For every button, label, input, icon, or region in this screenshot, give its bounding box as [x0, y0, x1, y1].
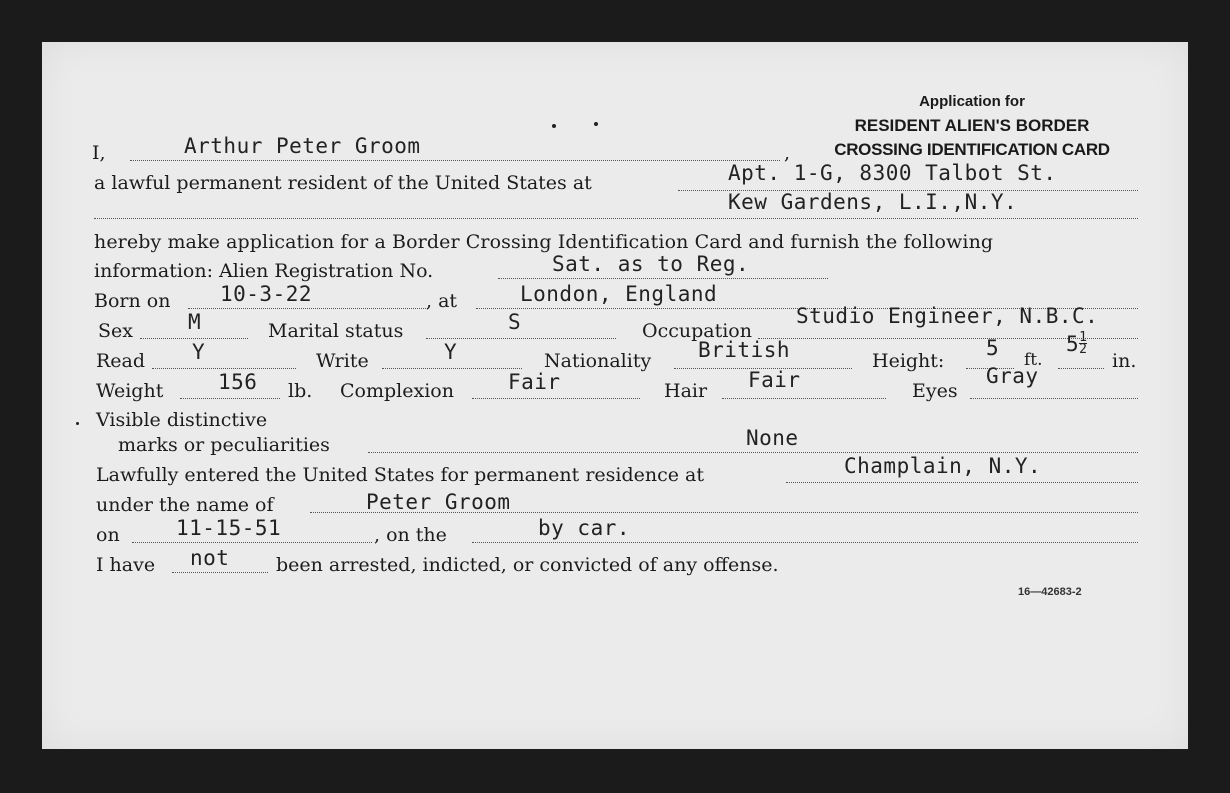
- value-birth-place: London, England: [520, 282, 718, 306]
- label-visible-2: marks or peculiarities: [118, 434, 330, 456]
- label-i-have: I have: [96, 554, 156, 576]
- label-hereby: hereby make application for a Border Crossing Identification Card and furnish the following: [94, 231, 994, 253]
- value-nationality: British: [698, 338, 791, 362]
- label-weight: Weight: [96, 380, 164, 402]
- label-hair: Hair: [664, 380, 708, 402]
- label-eyes: Eyes: [912, 380, 958, 402]
- height-fraction-num: 1: [1079, 330, 1088, 345]
- height-fraction-den: 2: [1079, 342, 1088, 357]
- sex-line: [140, 338, 248, 339]
- label-marital-status: Marital status: [268, 320, 404, 342]
- value-occupation: Studio Engineer, N.B.C.: [796, 304, 1099, 328]
- weight-line: [180, 398, 280, 399]
- value-entry-means: by car.: [538, 516, 631, 540]
- label-on: on: [96, 524, 120, 546]
- value-complexion: Fair: [508, 370, 561, 394]
- label-under-name: under the name of: [96, 494, 274, 516]
- value-sex: M: [188, 310, 202, 334]
- label-comma: ,: [784, 142, 791, 164]
- label-entered: Lawfully entered the United States for permanent residence at: [96, 464, 705, 486]
- entry-means-line: [472, 542, 1138, 543]
- label-nationality: Nationality: [544, 350, 652, 372]
- entry-place-line: [786, 482, 1138, 483]
- value-entry-date: 11-15-51: [176, 516, 282, 540]
- value-read: Y: [192, 340, 206, 364]
- value-hair: Fair: [748, 368, 801, 392]
- header-line-1: Application for: [919, 93, 1025, 110]
- value-address-2: Kew Gardens, L.I.,N.Y.: [728, 190, 1018, 214]
- write-line: [382, 368, 522, 369]
- height-in-line: [1058, 368, 1104, 369]
- label-visible-1: Visible distinctive: [96, 409, 268, 431]
- birth-date-line: [188, 308, 428, 309]
- label-on-the: , on the: [374, 524, 447, 546]
- label-arrested: been arrested, indicted, or convicted of any offense.: [276, 554, 779, 576]
- label-height: Height:: [872, 350, 945, 372]
- value-entry-name: Peter Groom: [366, 490, 511, 514]
- value-marital-status: S: [508, 310, 522, 334]
- marks-line: [368, 452, 1138, 453]
- form-header: [822, 90, 1122, 162]
- label-sex: Sex: [98, 320, 133, 342]
- value-marks: None: [746, 426, 799, 450]
- value-birth-date: 10-3-22: [220, 282, 313, 306]
- arrested-line: [172, 572, 268, 573]
- label-read: Read: [96, 350, 146, 372]
- label-write: Write: [316, 350, 369, 372]
- border-crossing-application-card: [42, 42, 1188, 749]
- address-line-2: [94, 218, 1138, 219]
- value-height-in-whole: 5: [1066, 332, 1080, 356]
- label-occupation: Occupation: [642, 320, 752, 342]
- paper-speck: [76, 422, 79, 425]
- height-fraction: [1079, 332, 1087, 355]
- header-line-2: RESIDENT ALIEN'S BORDER: [854, 116, 1090, 135]
- value-eyes: Gray: [986, 364, 1039, 388]
- complexion-line: [472, 398, 640, 399]
- value-write: Y: [444, 340, 458, 364]
- value-entry-place: Champlain, N.Y.: [844, 454, 1042, 478]
- value-registration-no: Sat. as to Reg.: [552, 252, 750, 276]
- value-name: Arthur Peter Groom: [184, 134, 421, 158]
- form-number: 16—42683-2: [1018, 586, 1082, 598]
- label-born-on: Born on: [94, 290, 171, 312]
- label-lb: lb.: [288, 380, 313, 402]
- marital-status-line: [426, 338, 616, 339]
- label-in: in.: [1112, 350, 1137, 372]
- label-at: , at: [426, 290, 458, 312]
- value-arrested: not: [190, 546, 230, 570]
- label-lawful-resident: a lawful permanent resident of the United States at: [94, 172, 592, 194]
- eyes-line: [970, 398, 1138, 399]
- header-line-3: CROSSING IDENTIFICATION CARD: [834, 140, 1110, 159]
- name-line: [130, 160, 780, 161]
- entry-date-line: [132, 542, 372, 543]
- label-ft: ft.: [1024, 350, 1043, 370]
- hair-line: [722, 398, 886, 399]
- label-i: I,: [92, 142, 106, 164]
- label-complexion: Complexion: [340, 380, 454, 402]
- paper-speck: [594, 122, 598, 126]
- read-line: [152, 368, 296, 369]
- paper-speck: [552, 124, 556, 128]
- registration-line: [498, 278, 828, 279]
- value-height-in: [1066, 332, 1087, 356]
- value-height-ft: 5: [986, 336, 1000, 360]
- value-weight: 156: [218, 370, 258, 394]
- label-registration: information: Alien Registration No.: [94, 260, 434, 282]
- value-address-1: Apt. 1-G, 8300 Talbot St.: [728, 161, 1057, 185]
